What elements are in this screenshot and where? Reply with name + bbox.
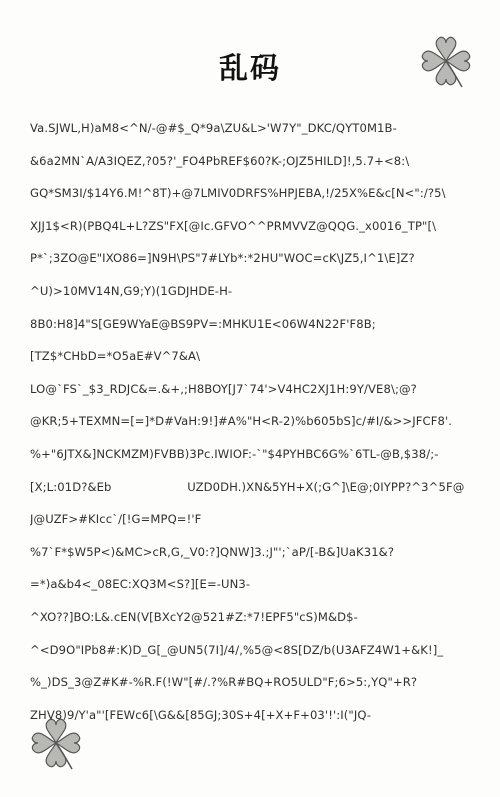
four-leaf-clover-icon: [28, 716, 84, 772]
text-line: [TZ$*CHbD=*O5aE#V^7&A\: [30, 349, 201, 364]
text-line: =*)a&b4<_08EC:XQ3M<S?][E=-UN3-: [30, 577, 251, 592]
text-line: XJJ1$<R)(PBQ4L+L?ZS"FX[@Ic.GFVO^^PRMVVZ@QQG._x0016_TP"[\: [30, 218, 437, 233]
garbled-text-body: [30, 112, 485, 731]
text-line: &6a2MN`A/A3IQEZ,?05?'_FO4PbREF$60?K-;OJZ5HILD]!,5.7+<8:\: [30, 153, 410, 168]
text-line: P*`;3ZO@E"IXO86=]N9H\PS"7#LYb*:*2HU"WOC=cK\JZ5,I^1\E]Z?: [30, 251, 415, 266]
text-line: J@UZF>#KIcc`/[!G=MPQ=!'F: [30, 512, 202, 527]
text-line: ^XO??]BO:L&.cEN(V[BXcY2@521#Z:*7!EPF5"cS)M&D$-: [30, 609, 358, 624]
text-line: ZHV8)9/Y'a"'[FEWc6[\G&&[85GJ;30S+4[+X+F+03'!':I("JQ-: [30, 707, 372, 722]
page-title: 乱码: [218, 51, 281, 85]
text-line: %_)DS_3@Z#K#-%R.F(!W"[#/.?%R#BQ+RO5ULD"F;6>5:,YQ"+R?: [30, 675, 418, 690]
text-line: 8B0:H8]4"S[GE9WYaE@BS9PV=:MHKU1E<06W4N22F'F8B;: [30, 316, 376, 331]
text-line: GQ*SM3I/$14Y6.M!^8T)+@7LMIV0DRFS%HPJEBA,!/25X%E&c[N<":/?5\: [30, 186, 446, 201]
text-line: ^<D9O"IPb8#:K)D_G[_@UN5(7I]/4/,%5@<8S[DZ/b(U3AFZ4W1+&K!]_: [30, 642, 444, 657]
text-line: ^U)>10MV14N,G9;Y)(1GDJHDE-H-: [30, 283, 233, 298]
text-line: LO@`FS`_$3_RDJC&=.&+,;H8BOY[J7`74'>V4HC2XJ1H:9Y/VE8\;@?: [30, 381, 417, 396]
text-line: Va.SJWL,H)aM8<^N/-@#$_Q*9a\ZU&L>'W7Y"_DKC/QYT0M1B-: [30, 121, 397, 135]
text-line: @KR;5+TEXMN=[=]*D#VaH:9!]#A%"H<R-2)%b605bS]c/#I/&>>JFCF8'.: [30, 414, 453, 429]
text-line: %+"6JTX&]NCKMZM)FVBB)3Pc.IWIOF:-`"$4PYHBC6G%`6TL-@B,$38/;-: [30, 446, 439, 461]
text-line: %7`F*$W5P<)&MC>cR,G,_V0:?]QNW]3.;J"';`aP/[-B&]UaK31&?: [30, 544, 395, 559]
text-line: [X;L:01D?&Eb UZD0DH.)XN&5YH+X(;G^]\E@;0IYPP?^3^5F@: [30, 479, 465, 494]
